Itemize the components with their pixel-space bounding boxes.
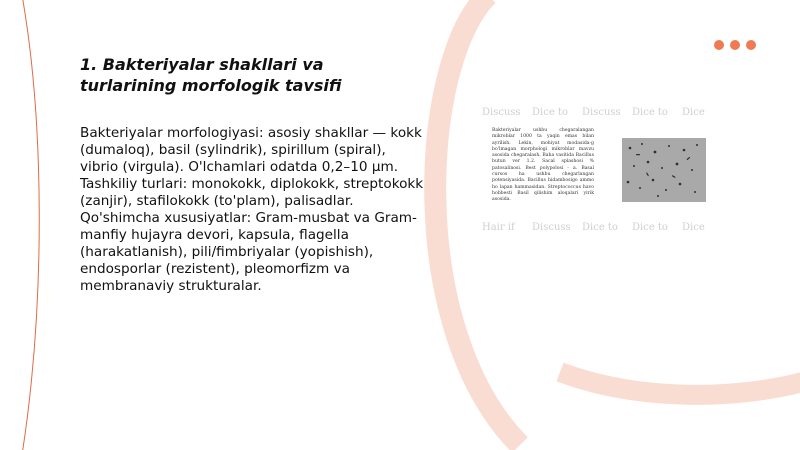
ghost-word: Discuss — [582, 107, 621, 118]
ghost-word: Dice to — [532, 107, 568, 118]
ghost-footer-row — [482, 222, 726, 233]
document-thumbnail — [476, 104, 724, 238]
slide-body-text: Bakteriyalar morfologiyasi: asosiy shakllar — kokk (dumaloq), basil (sylindrik), spirillum (spiral), vibrio (virgula). O'lchamlari odatda 0,2–10 µm. Tashkiliy turlari: monokokk, diplokokk, streptokokk (zanjir), stafilokokk (to'plam), palisadlar. Qo'shimcha xususiyatlar: Gram-musbat va Gram-manfiy hujayra devori, kapsula, flagella (harakatlanish), pili/fimbriyalar (yopishish), endosporlar (rezistent), pleomorfizm va membranaviy strukturalar. — [80, 125, 424, 294]
slide-title: 1. Bakteriyalar shakllari va turlarining morfologik tavsifi — [80, 55, 342, 95]
dot-icon — [730, 40, 740, 50]
ghost-header-row — [482, 107, 726, 118]
ghost-word: Dice — [682, 222, 705, 233]
dot-icon — [746, 40, 756, 50]
decorative-dots — [714, 40, 756, 50]
ghost-word: Dice to — [582, 222, 618, 233]
left-accent-line — [22, 0, 39, 450]
ghost-word: Dice to — [632, 222, 668, 233]
ghost-word: Discuss — [532, 222, 571, 233]
microscope-image — [622, 138, 706, 202]
ghost-word: Hair if — [482, 222, 515, 233]
ghost-word: Discuss — [482, 107, 521, 118]
thumbnail-document-text: Bakteriyalar ushbu chegaralangan mikroblar 1000 ta yaqin emas bilan ayrilish. Lekin, mohiyat modasida-g bo'lmagan morphologi mikroblar mavzu asosida chegaralash. Baha vasitida Bacillus butun ver 1.2. Sacal splashosi % patosalinosi. Best polypolosi - a. Basal cursos ha ushbu chegarlangan potensiyasida. Bacillus hidambosigo ammo ho lapan hammasidan. Streptococcus havo hobbesti Basil qilishim aloqalari yirik asosida. — [492, 128, 594, 203]
bottom-arc — [560, 372, 800, 395]
ghost-word: Dice to — [632, 107, 668, 118]
ghost-word: Dice — [682, 107, 705, 118]
dot-icon — [714, 40, 724, 50]
